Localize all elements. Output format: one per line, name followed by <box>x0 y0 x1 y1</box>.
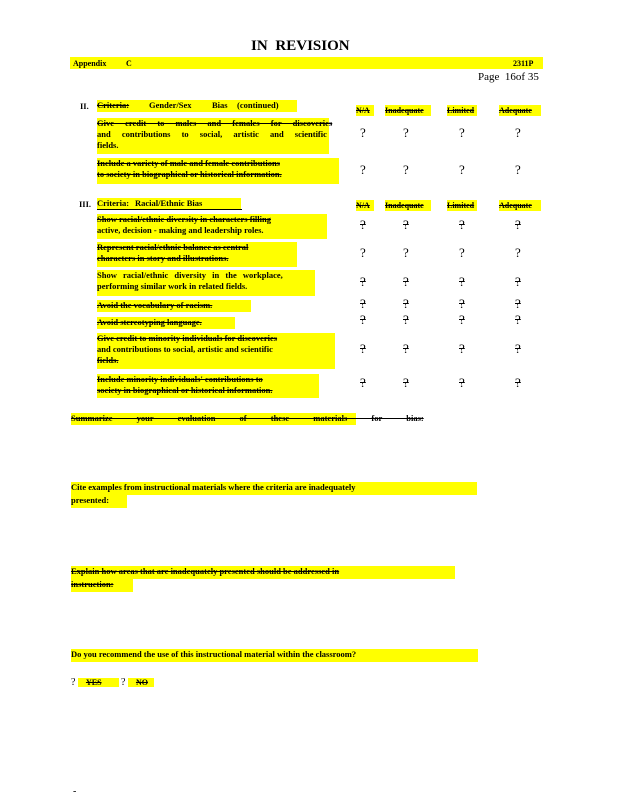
summarize-prompt: Summarize your evaluation of these materials for bias: <box>71 413 424 423</box>
criterion-racial-roles: Show racial/ethnic diversity in characters filling active, decision - making and leadership roles. <box>97 214 327 239</box>
col-header-na: N/A <box>356 200 374 211</box>
criterion-gender-credit: Give credit to males and females for discoveries and contributions to social, artistic and scientific fields. <box>97 118 329 154</box>
rating-na[interactable]: ? <box>360 341 366 356</box>
rating-limited[interactable]: ? <box>459 245 465 260</box>
rating-limited[interactable]: ? <box>459 312 465 327</box>
criterion-racial-balance: Represent racial/ethnic balance as central characters in story and illustrations. <box>97 242 297 267</box>
recommend-prompt: Do you recommend the use of this instructional material within the classroom? <box>71 649 478 662</box>
page-title: IN REVISION <box>251 38 350 54</box>
rating-inadequate[interactable]: ? <box>403 125 409 140</box>
section-iii-roman: III. <box>79 199 92 209</box>
col-header-inadequate: Inadequate <box>385 200 431 211</box>
section-ii-roman: II. <box>80 101 89 111</box>
rating-inadequate[interactable]: ? <box>403 245 409 260</box>
rating-adequate[interactable]: ? <box>515 217 521 232</box>
col-header-inadequate: Inadequate <box>385 105 431 116</box>
col-header-limited: Limited <box>447 105 477 116</box>
criterion-racial-workplace: Show racial/ethnic diversity in the workplace, performing similar work in related fields. <box>97 270 315 296</box>
no-option[interactable]: NO <box>128 678 154 687</box>
rating-limited[interactable]: ? <box>459 341 465 356</box>
rating-na[interactable]: ? <box>360 375 366 390</box>
rating-na[interactable]: ? <box>360 245 366 260</box>
rating-na[interactable]: ? <box>360 274 366 289</box>
rating-inadequate[interactable]: ? <box>403 162 409 177</box>
appendix-bar <box>70 57 543 69</box>
rating-inadequate[interactable]: ? <box>403 341 409 356</box>
col-header-adequate: Adequate <box>499 105 541 116</box>
rating-adequate[interactable]: ? <box>515 125 521 140</box>
footer-mark: - <box>73 786 77 797</box>
rating-inadequate[interactable]: ? <box>403 296 409 311</box>
yes-option[interactable]: YES <box>78 678 119 687</box>
section-iii-criteria: Criteria: Racial/Ethnic Bias <box>97 198 241 210</box>
rating-adequate[interactable]: ? <box>515 245 521 260</box>
rating-limited[interactable]: ? <box>459 274 465 289</box>
rating-adequate[interactable]: ? <box>515 274 521 289</box>
rating-inadequate[interactable]: ? <box>403 312 409 327</box>
col-header-limited: Limited <box>447 200 477 211</box>
rating-na[interactable]: ? <box>360 125 366 140</box>
col-header-adequate: Adequate <box>499 200 541 211</box>
rating-na[interactable]: ? <box>360 296 366 311</box>
criterion-racial-contributions: Include minority individuals' contributions to society in biographical or historical information. <box>97 374 319 398</box>
appendix-label: Appendix <box>73 59 107 68</box>
section-iii-rule <box>97 209 242 210</box>
rating-adequate[interactable]: ? <box>515 312 521 327</box>
section-ii-criteria: Criteria: Gender/Sex Bias (continued) <box>97 100 297 112</box>
rating-na[interactable]: ? <box>360 217 366 232</box>
criterion-racial-stereotyping: Avoid stereotyping language. <box>97 317 235 329</box>
explain-prompt-cont: instruction: <box>71 579 133 592</box>
rating-adequate[interactable]: ? <box>515 375 521 390</box>
rating-limited[interactable]: ? <box>459 162 465 177</box>
no-mark[interactable]: ? <box>121 677 126 688</box>
rating-inadequate[interactable]: ? <box>403 375 409 390</box>
col-header-na: N/A <box>356 105 374 116</box>
rating-inadequate[interactable]: ? <box>403 274 409 289</box>
criterion-gender-contributions: Include a variety of male and female contributions to society in biographical or historical information. <box>97 158 339 184</box>
doc-code: 2311P <box>513 59 534 68</box>
explain-prompt: Explain how areas that are inadequately presented should be addressed in <box>71 566 455 579</box>
rating-limited[interactable]: ? <box>459 125 465 140</box>
recommend-answer <box>71 677 154 688</box>
rating-adequate[interactable]: ? <box>515 341 521 356</box>
rating-adequate[interactable]: ? <box>515 162 521 177</box>
appendix-letter: C <box>126 59 132 68</box>
rating-limited[interactable]: ? <box>459 375 465 390</box>
cite-examples-prompt: Cite examples from instructional materials where the criteria are inadequately <box>71 482 477 495</box>
criterion-racial-vocabulary: Avoid the vocabulary of racism. <box>97 300 251 312</box>
rating-na[interactable]: ? <box>360 312 366 327</box>
rating-limited[interactable]: ? <box>459 217 465 232</box>
yes-mark[interactable]: ? <box>71 677 76 688</box>
criterion-racial-credit: Give credit to minority individuals for discoveries and contributions to social, artistic and scientific fields. <box>97 333 335 369</box>
rating-na[interactable]: ? <box>360 162 366 177</box>
rating-limited[interactable]: ? <box>459 296 465 311</box>
rating-adequate[interactable]: ? <box>515 296 521 311</box>
rating-inadequate[interactable]: ? <box>403 217 409 232</box>
cite-examples-prompt-cont: presented: <box>71 495 127 508</box>
page-number: Page 16of 35 <box>478 71 539 83</box>
